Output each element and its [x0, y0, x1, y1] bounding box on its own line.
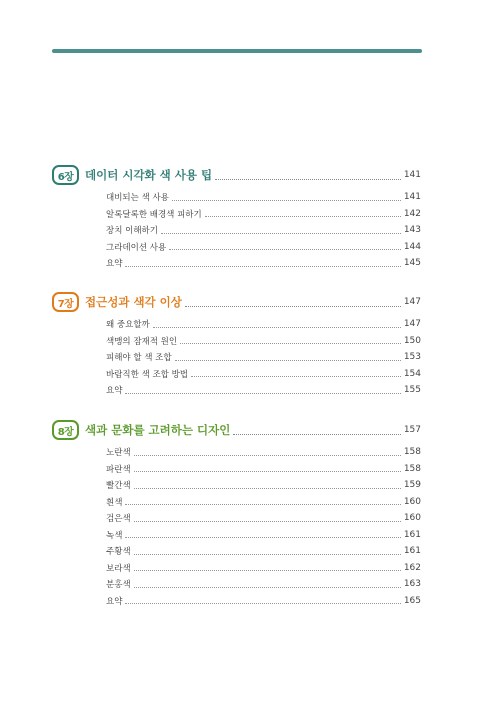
dot-leader [125, 504, 400, 505]
entry-page: 155 [403, 385, 421, 396]
chapter-title: 접근성과 색각 이상 [85, 295, 182, 309]
chapter-heading[interactable] [52, 292, 421, 312]
chapter-6 [52, 165, 421, 272]
chapter-badge: 8장 [52, 420, 79, 440]
entry-page: 143 [403, 225, 421, 236]
dot-leader [125, 603, 400, 604]
chapter-8 [52, 420, 421, 609]
entry-label: 왜 중요할까 [106, 320, 150, 331]
entry-label: 파란색 [106, 464, 131, 475]
entry-label: 색맹의 잠재적 원인 [106, 336, 178, 347]
chapter-badge: 7장 [52, 292, 79, 312]
toc-entry[interactable] [106, 593, 421, 610]
entry-label: 주황색 [106, 547, 131, 558]
entry-page: 147 [403, 319, 421, 330]
dot-leader [134, 471, 401, 472]
toc-entry[interactable] [106, 461, 421, 478]
entry-label: 분홍색 [106, 580, 131, 591]
entry-label: 요약 [106, 596, 123, 607]
entry-page: 144 [403, 241, 421, 252]
toc-entry[interactable] [106, 382, 421, 399]
section-list [52, 316, 421, 399]
dot-leader [205, 216, 401, 217]
chapter-heading[interactable] [52, 165, 421, 185]
toc-entry[interactable] [106, 527, 421, 544]
entry-page: 145 [403, 258, 421, 269]
dot-leader [185, 306, 401, 307]
toc-entry[interactable] [106, 477, 421, 494]
dot-leader [180, 343, 401, 344]
dot-leader [233, 434, 400, 435]
dot-leader [125, 393, 400, 394]
entry-page: 158 [403, 463, 421, 474]
toc-entry[interactable] [106, 560, 421, 577]
dot-leader [175, 360, 401, 361]
toc-entry[interactable] [106, 444, 421, 461]
top-rule [52, 49, 422, 53]
chapter-title: 데이터 시각화 색 사용 팁 [85, 168, 213, 182]
toc-entry[interactable] [106, 189, 421, 206]
entry-page: 158 [403, 447, 421, 458]
toc-entry[interactable] [106, 494, 421, 511]
entry-label: 빨간색 [106, 481, 131, 492]
dot-leader [134, 455, 401, 456]
entry-label: 녹색 [106, 530, 123, 541]
toc-entry[interactable] [106, 333, 421, 350]
chapter-page: 147 [403, 297, 421, 307]
dot-leader [191, 376, 401, 377]
chapter-7 [52, 292, 421, 399]
entry-label: 흰색 [106, 497, 123, 508]
dot-leader [161, 233, 401, 234]
entry-label: 보라색 [106, 563, 131, 574]
entry-label: 요약 [106, 259, 123, 270]
entry-page: 154 [403, 368, 421, 379]
section-list [52, 444, 421, 609]
dot-leader [134, 521, 401, 522]
entry-page: 142 [403, 208, 421, 219]
toc-entry[interactable] [106, 510, 421, 527]
entry-page: 160 [403, 496, 421, 507]
toc-entry[interactable] [106, 366, 421, 383]
chapter-page: 141 [403, 170, 421, 180]
entry-page: 165 [403, 595, 421, 606]
entry-label: 노란색 [106, 448, 131, 459]
toc-entry[interactable] [106, 316, 421, 333]
toc-entry[interactable] [106, 239, 421, 256]
chapter-title: 색과 문화를 고려하는 디자인 [85, 423, 231, 437]
section-list [52, 189, 421, 272]
dot-leader [134, 488, 401, 489]
toc-entry[interactable] [106, 206, 421, 223]
entry-label: 그라데이션 사용 [106, 242, 167, 253]
entry-label: 장치 이해하기 [106, 226, 158, 237]
dot-leader [134, 587, 401, 588]
entry-page: 150 [403, 335, 421, 346]
dot-leader [169, 249, 401, 250]
dot-leader [134, 570, 401, 571]
entry-page: 162 [403, 562, 421, 573]
entry-label: 알록달록한 배경색 피하기 [106, 209, 202, 220]
entry-page: 141 [403, 192, 421, 203]
entry-label: 바람직한 색 조합 방법 [106, 369, 189, 380]
toc-entry[interactable] [106, 543, 421, 560]
toc-entry[interactable] [106, 349, 421, 366]
dot-leader [172, 200, 401, 201]
chapter-badge: 6장 [52, 165, 79, 185]
toc-entry[interactable] [106, 222, 421, 239]
entry-label: 대비되는 색 사용 [106, 193, 169, 204]
dot-leader [215, 179, 401, 180]
entry-page: 160 [403, 513, 421, 524]
entry-page: 159 [403, 480, 421, 491]
chapter-page: 157 [403, 425, 421, 435]
dot-leader [125, 537, 400, 538]
entry-page: 161 [403, 546, 421, 557]
dot-leader [134, 554, 401, 555]
entry-page: 161 [403, 529, 421, 540]
entry-label: 피해야 할 색 조합 [106, 353, 172, 364]
dot-leader [153, 327, 401, 328]
toc-entry[interactable] [106, 576, 421, 593]
entry-label: 검은색 [106, 514, 131, 525]
chapter-heading[interactable] [52, 420, 421, 440]
dot-leader [125, 266, 400, 267]
toc-entry[interactable] [106, 255, 421, 272]
entry-label: 요약 [106, 386, 123, 397]
entry-page: 163 [403, 579, 421, 590]
entry-page: 153 [403, 352, 421, 363]
